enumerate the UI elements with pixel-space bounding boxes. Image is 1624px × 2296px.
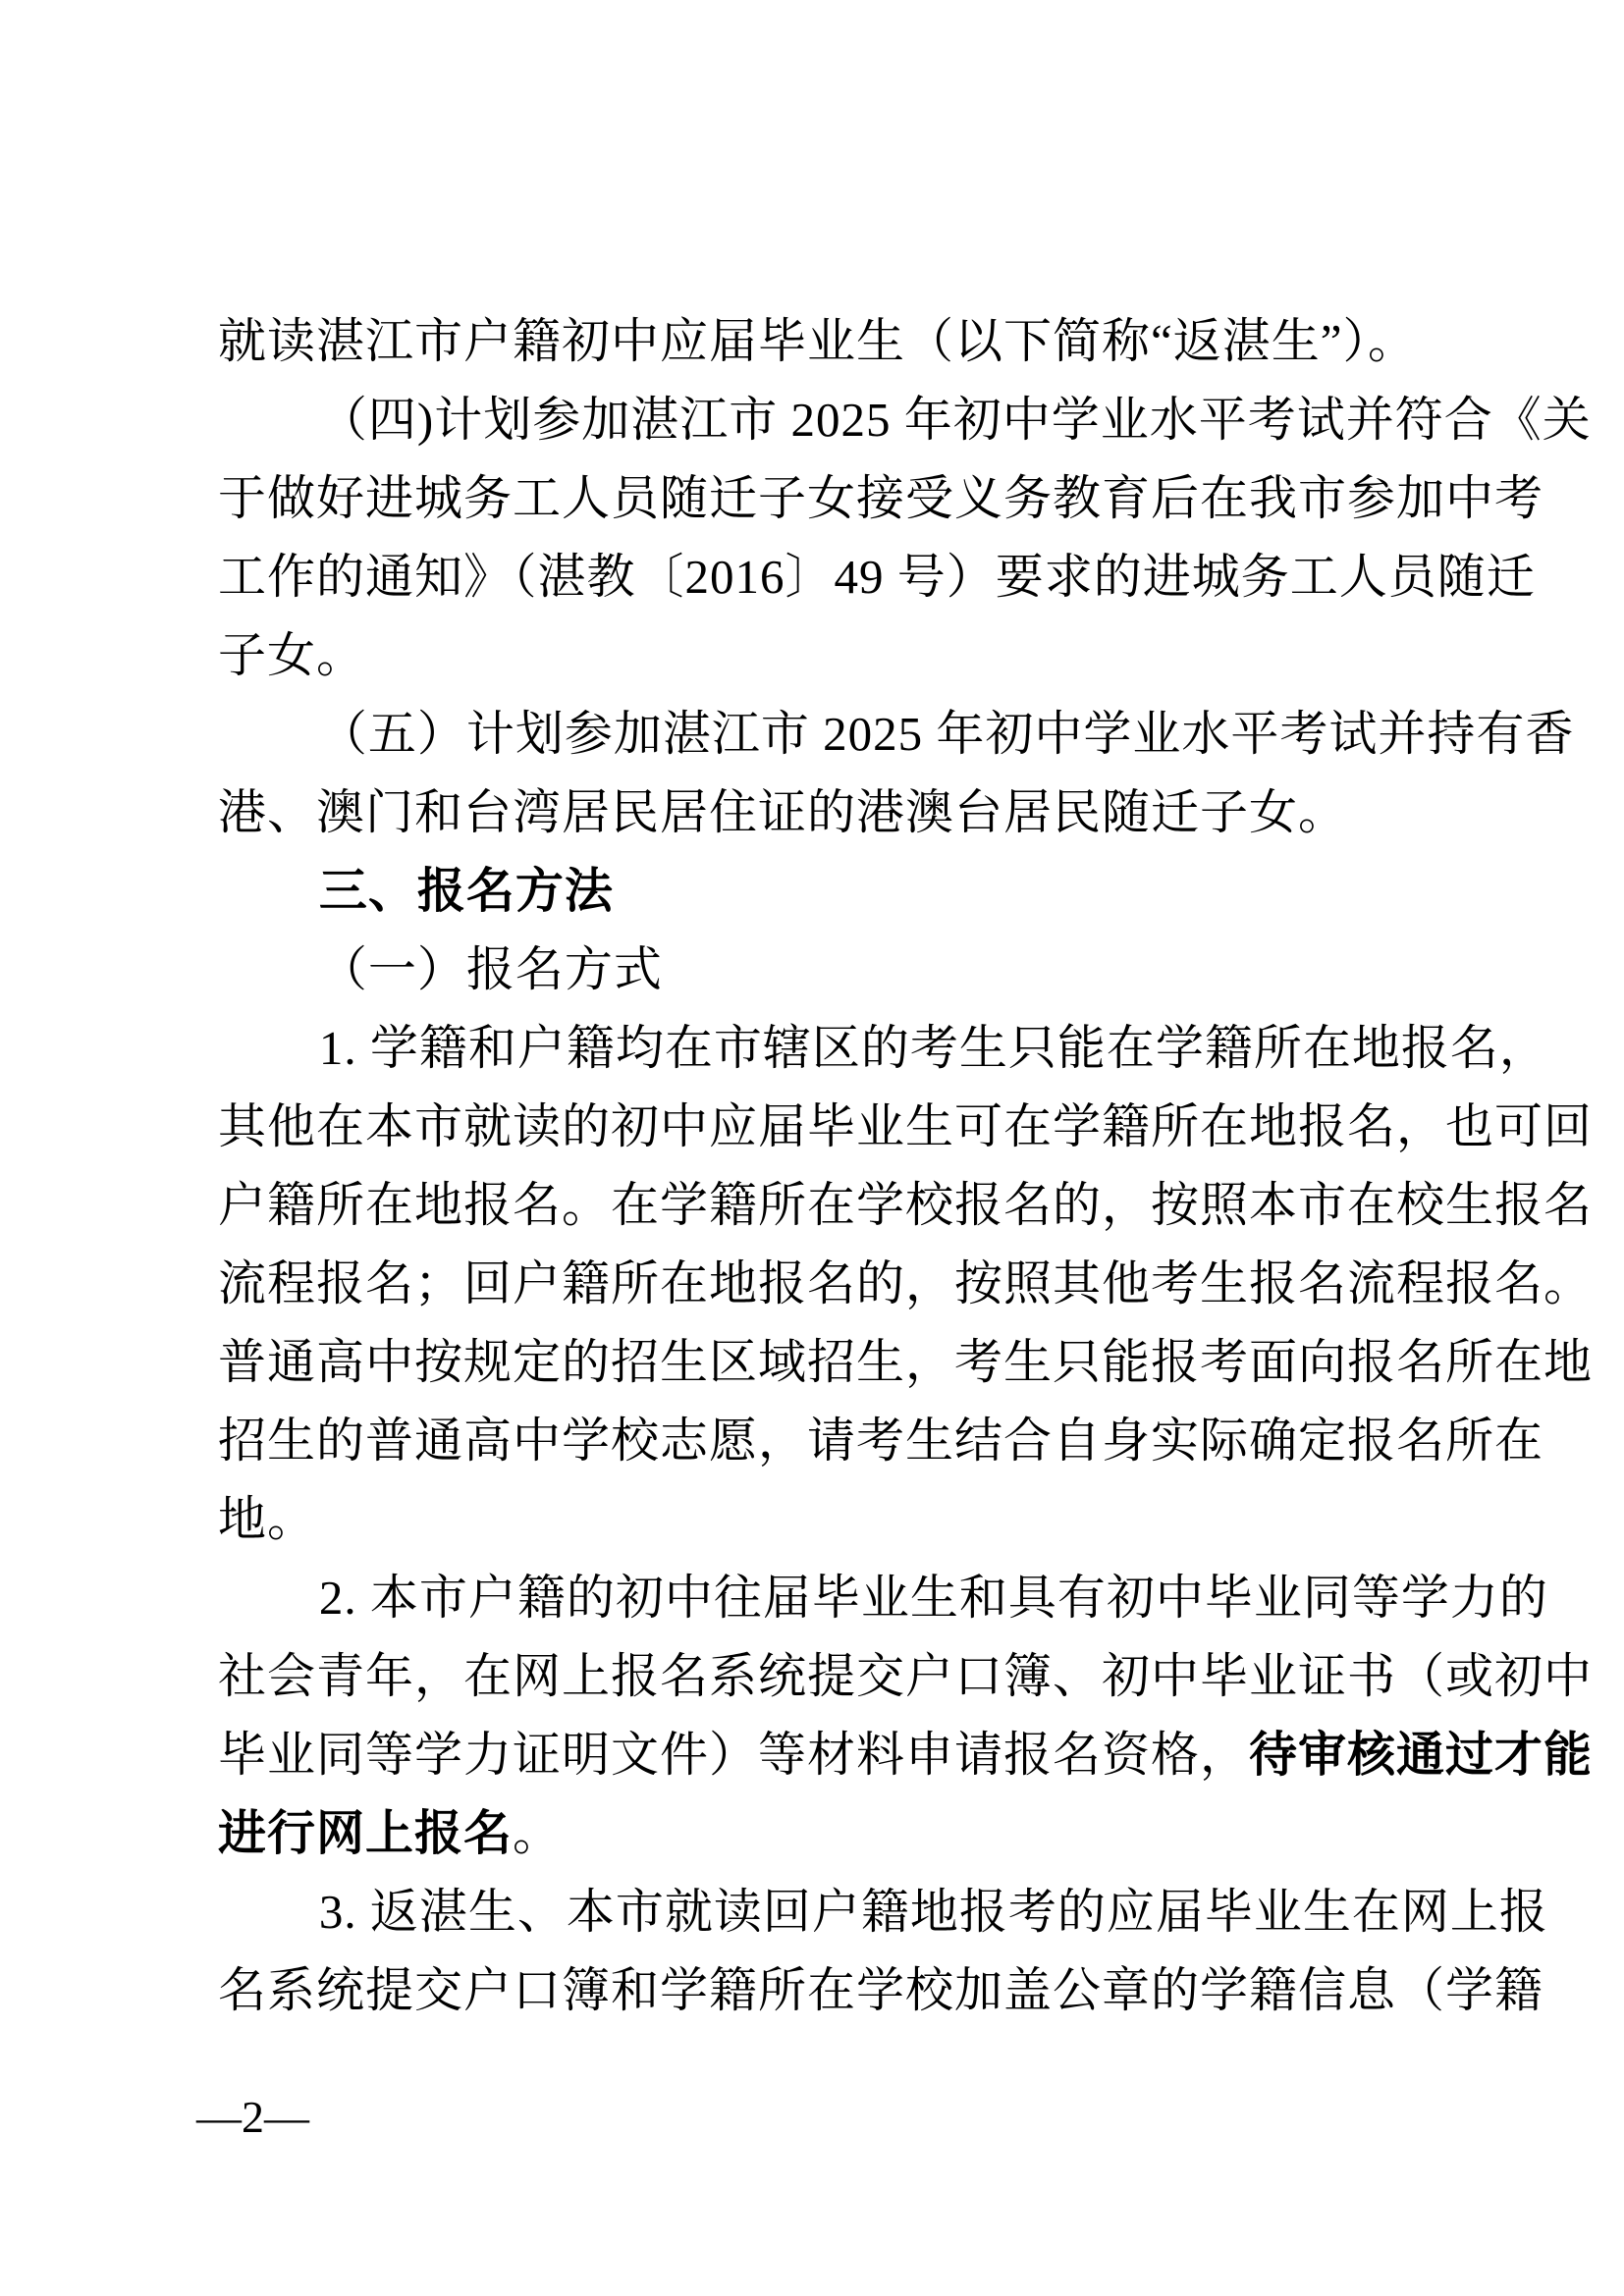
text-line xyxy=(218,381,1592,459)
text-segment: 子女。 xyxy=(218,628,366,682)
text-segment: 三、报名方法 xyxy=(318,865,614,918)
text-line xyxy=(218,1009,1548,1088)
text-segment: （一）报名方式 xyxy=(318,942,663,996)
text-segment: 2. 本市户籍的初中往届毕业生和具有初中毕业同等学力的 xyxy=(318,1571,1548,1625)
text-line xyxy=(218,1559,1548,1637)
text-segment: 于做好进城务工人员随迁子女接受义务教育后在我市参加中考 xyxy=(218,471,1544,525)
text-line xyxy=(218,931,1428,1009)
text-line xyxy=(218,459,1544,538)
page-number: —2— xyxy=(196,2092,309,2142)
text-line xyxy=(218,1716,1594,1794)
text-line xyxy=(218,1166,1594,1245)
text-line xyxy=(218,774,1428,852)
text-line xyxy=(218,1088,1594,1166)
text-segment: 3. 返湛生、本市就读回户籍地报考的应届毕业生在网上报 xyxy=(318,1885,1548,1939)
text-segment: 名系统提交户口簿和学籍所在学校加盖公章的学籍信息（学籍 xyxy=(218,1963,1544,2017)
text-line xyxy=(218,1245,1594,1323)
text-segment: 待审核通过才能 xyxy=(1249,1728,1594,1782)
text-segment: 招生的普通高中学校志愿，请考生结合自身实际确定报名所在 xyxy=(218,1414,1544,1468)
text-segment: 普通高中按规定的招生区域招生，考生只能报考面向报名所在地 xyxy=(218,1335,1594,1389)
document-body xyxy=(218,302,1594,2030)
text-segment: 毕业同等学力证明文件）等材料申请报名资格， xyxy=(218,1728,1250,1782)
text-line xyxy=(218,1402,1544,1480)
text-segment: （五）计划参加湛江市 2025 年初中学业水平考试并持有香 xyxy=(318,707,1575,761)
text-line xyxy=(218,1951,1544,2030)
text-segment: （四)计划参加湛江市 2025 年初中学业水平考试并符合《关 xyxy=(318,393,1592,447)
text-line xyxy=(218,1794,1428,1873)
text-line xyxy=(218,695,1575,774)
text-segment: 。 xyxy=(513,1806,563,1860)
text-segment: 港、澳门和台湾居民居住证的港澳台居民随迁子女。 xyxy=(218,785,1348,839)
text-segment: 其他在本市就读的初中应届毕业生可在学籍所在地报名，也可回 xyxy=(218,1099,1594,1153)
text-line xyxy=(218,1480,1428,1559)
text-segment: 工作的通知》（湛教〔2016〕49 号）要求的进城务工人员随迁 xyxy=(218,550,1536,604)
text-segment: 户籍所在地报名。在学籍所在学校报名的，按照本市在校生报名 xyxy=(218,1178,1594,1232)
text-segment: 就读湛江市户籍初中应届毕业生（以下简称“返湛生”）。 xyxy=(218,314,1417,368)
text-segment: 地。 xyxy=(218,1492,317,1546)
text-segment: 流程报名；回户籍所在地报名的，按照其他考生报名流程报名。 xyxy=(218,1256,1594,1310)
text-segment: 进行网上报名 xyxy=(218,1806,514,1860)
text-line xyxy=(218,538,1536,616)
text-line xyxy=(218,302,1428,381)
text-line xyxy=(218,1873,1548,1951)
text-line xyxy=(218,1323,1594,1402)
text-line xyxy=(218,852,1428,931)
text-line xyxy=(218,1637,1594,1716)
text-segment: 1. 学籍和户籍均在市辖区的考生只能在学籍所在地报名， xyxy=(318,1021,1548,1075)
text-segment: 社会青年，在网上报名系统提交户口簿、初中毕业证书（或初中 xyxy=(218,1649,1594,1703)
text-line xyxy=(218,616,1428,695)
